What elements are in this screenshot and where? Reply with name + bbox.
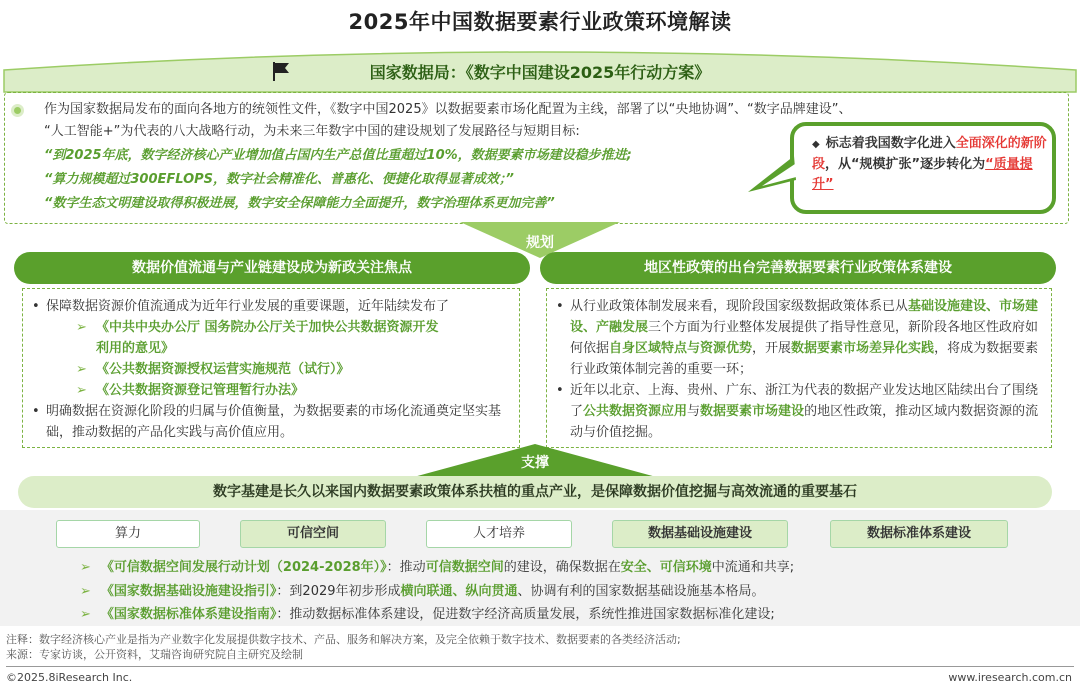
support-label: 支撑 [521, 455, 549, 471]
copyright: ©2025.8iResearch Inc. [6, 671, 133, 684]
tag-computing: 算力 [56, 520, 200, 548]
arrow-icon: ➢ [80, 560, 91, 575]
policy-line-2: ➢ 《国家数据基础设施建设指引》：到2029年初步形成横向联通、纵向贯通、协调有利的国家数据基础设施基本格局。 [80, 584, 765, 599]
intro-line-2: “人工智能+”为代表的八大战略行动，为未来三年数字中国的建设规划了发展路径与短期目标: [44, 124, 580, 139]
left-doc-2: 《公共数据资源授权运营实施规范（试行）》 [96, 362, 350, 377]
callout-part-3: ，从“规模扩张”逐步转化为 [825, 157, 986, 172]
footer-divider [6, 666, 1074, 667]
tag-talent: 人才培养 [426, 520, 572, 548]
arrow-icon: ➢ [80, 584, 91, 599]
callout-highlight-stage: 全面深化的新阶段 [812, 136, 1047, 172]
source-text: 来源：专家访谈，公开资料，艾瑞咨询研究院自主研究及绘制 [6, 648, 303, 661]
goal-quote-3: “数字生态文明建设取得积极进展，数字安全保障能力全面提升，数字治理体系更加完善” [44, 196, 555, 211]
arrow-icon: ➢ [76, 383, 87, 398]
goal-quote-2: “算力规模超过300EFLOPS，数字社会精准化、普惠化、便捷化取得显著成效；” [44, 172, 514, 187]
tag-trusted-space: 可信空间 [240, 520, 386, 548]
plan-label: 规划 [526, 235, 554, 251]
arrow-icon: ➢ [76, 320, 87, 335]
page-title: 2025年中国数据要素行业政策环境解读 [348, 10, 732, 34]
bullet-dot-icon [11, 104, 24, 117]
right-bullet-2: • 近年以北京、上海、贵州、广东、浙江为代表的数据产业发达地区陆续出台了围绕了公共数据资源应用与数据要素市场建设的地区性政策，推动区域内数据资源的流动与价值挖掘。 [556, 380, 1048, 443]
left-bullet-1: • 保障数据资源价值流通成为近年行业发展的重要课题，近年陆续发布了 [32, 296, 512, 317]
website-url: www.iresearch.com.cn [948, 671, 1072, 684]
left-doc-1: 《中共中央办公厅 国务院办公厅关于加快公共数据资源开发 [96, 320, 439, 335]
support-bar: 数字基建是长久以来国内数据要素政策体系扶植的重点产业，是保障数据价值挖掘与高效流通的重要基石 [18, 476, 1052, 508]
goal-quote-1: “到2025年底，数字经济核心产业增加值占国内生产总值比重超过10%，数据要素市场建设稳步推进; [44, 148, 632, 163]
callout-part-1: 标志着我国数字化进入 [825, 136, 956, 151]
tag-data-infrastructure: 数据基础设施建设 [612, 520, 788, 548]
left-column-header: 数据价值流通与产业链建设成为新政关注焦点 [14, 252, 530, 284]
right-column-header: 地区性政策的出台完善数据要素行业政策体系建设 [540, 252, 1056, 284]
left-doc-3: 《公共数据资源登记管理暂行办法》 [96, 383, 305, 398]
tag-data-standards: 数据标准体系建设 [830, 520, 1008, 548]
banner-title: 国家数据局：《数字中国建设2025年行动方案》 [369, 63, 711, 82]
left-column-text [32, 296, 512, 443]
right-column-text [556, 296, 1048, 443]
notes [6, 632, 681, 662]
callout-highlight-quality: “质量提升” [812, 157, 1033, 192]
left-bullet-2: • 明确数据在资源化阶段的归属与价值衡量，为数据要素的市场化流通奠定坚实基础，推动数据的产品化实践与高价值应用。 [32, 401, 512, 443]
note-text: 注释：数字经济核心产业是指为产业数字化发展提供数字技术、产品、服务和解决方案，及完全依赖于数字技术、数据要素的各类经济活动; [6, 633, 681, 646]
arrow-icon: ➢ [76, 362, 87, 377]
policy-line-1: ➢ 《可信数据空间发展行动计划（2024-2028年）》：推动可信数据空间的建设，确保数据在安全、可信环境中流通和共享; [80, 560, 795, 575]
right-bullet-1: • 从行业政策体制发展来看，现阶段国家级数据政策体系已从基础设施建设、市场建设、产融发展三个方面为行业整体发展提供了指导性意见，新阶段各地区性政府如何依据自身区域特点与资源优势，开展数据要素市场差异化实践，将成为数据要素行业政策体制完善的重要一环； [556, 296, 1048, 380]
left-doc-1-cont: 利用的意见》 [96, 341, 175, 356]
arrow-icon: ➢ [80, 607, 91, 622]
callout-text [812, 134, 1052, 195]
intro-line-1: 作为国家数据局发布的面向各地方的统领性文件，《数字中国2025》以数据要素市场化配置为主线，部署了以“央地协调”、“数字品牌建设”、 [44, 102, 852, 117]
diamond-icon: ◆ [812, 139, 820, 150]
policy-line-3: ➢ 《国家数据标准体系建设指南》：推动数据标准体系建设，促进数字经济高质量发展，系统性推进国家数据标准化建设; [80, 607, 775, 622]
